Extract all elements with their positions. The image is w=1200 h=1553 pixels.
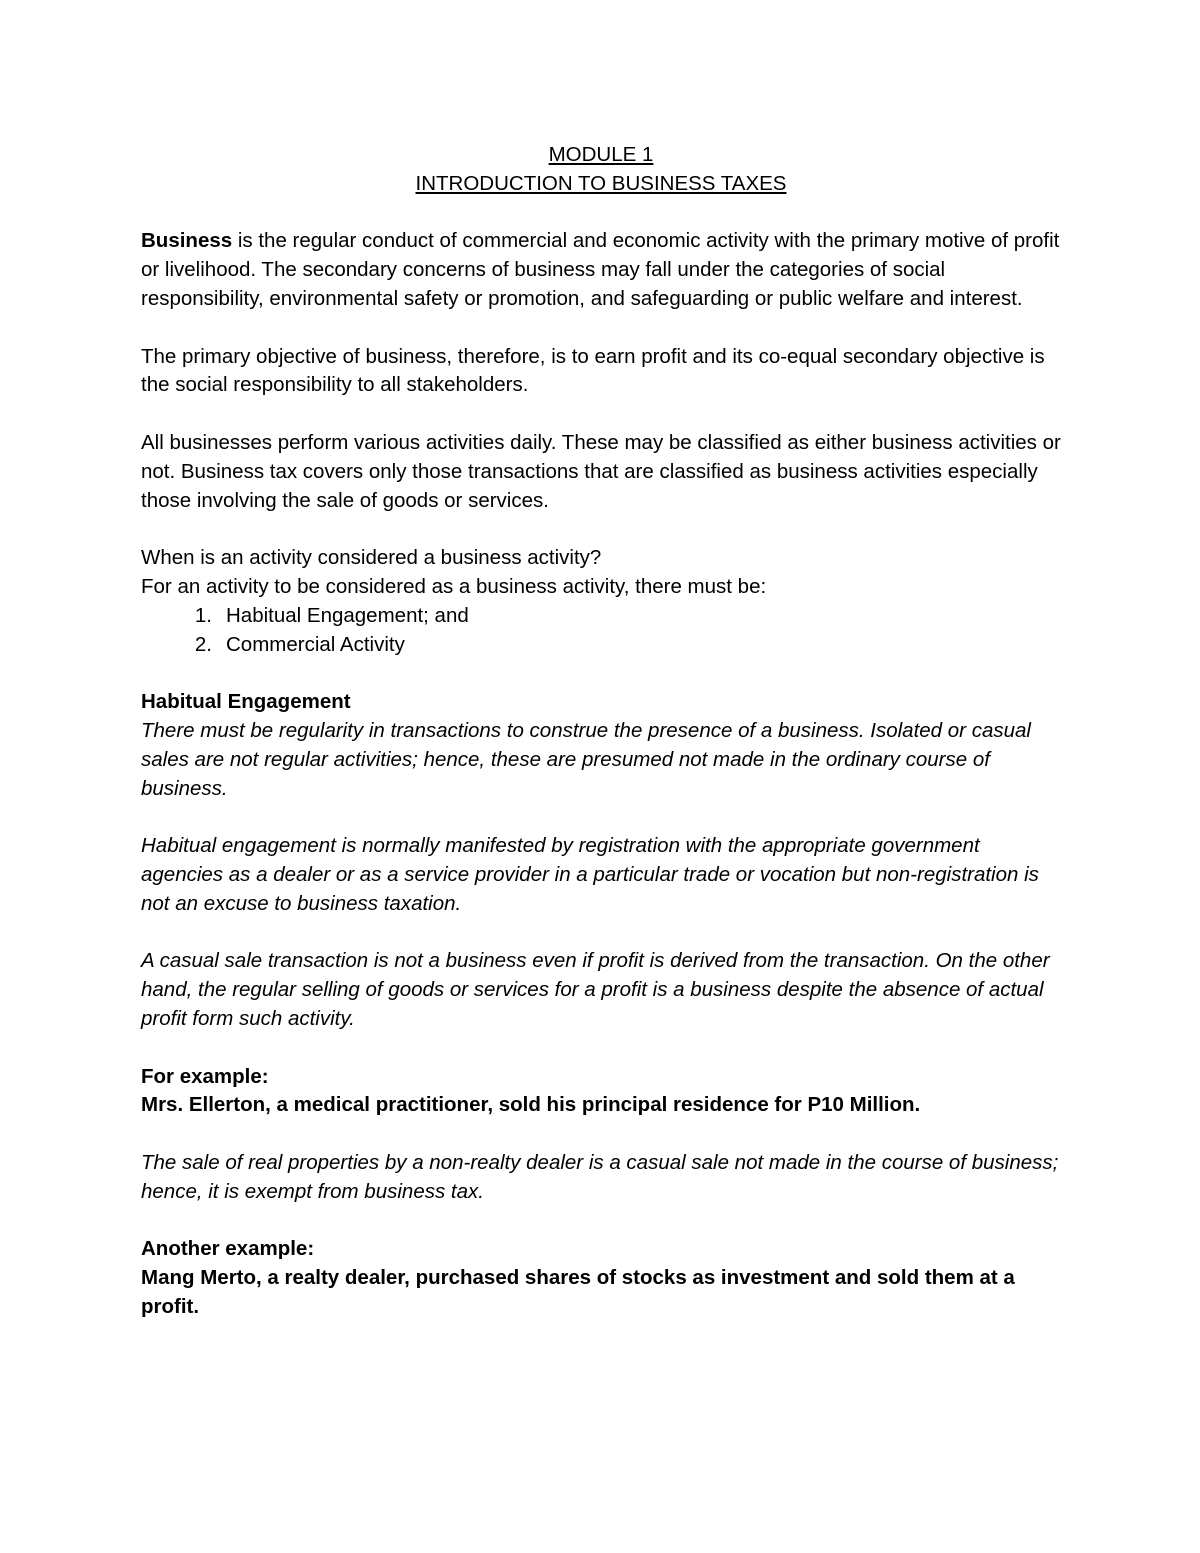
activities-paragraph: All businesses perform various activities daily. These may be classified as either business activities or not. Business tax covers only those transactions that are classified as business activities especially those involving the sale of goods or services.: [141, 430, 1061, 512]
list-item: [141, 631, 1061, 660]
example2-label: Another example:: [141, 1237, 315, 1261]
habitual-paragraph: A casual sale transaction is not a business even if profit is derived from the transaction. On the other hand, the regular selling of goods or services for a profit is a business despite the absence of actual profit form such activity.: [141, 949, 1050, 1030]
list-item-number: 1.: [194, 603, 212, 627]
criteria-question: When is an activity considered a business activity?: [141, 546, 602, 570]
criteria-lead: For an activity to be considered as a business activity, there must be:: [141, 574, 767, 598]
example1-text: Mrs. Ellerton, a medical practitioner, sold his principal residence for P10 Million.: [141, 1093, 921, 1117]
objective-paragraph: The primary objective of business, therefore, is to earn profit and its co-equal secondary objective is the social responsibility to all stakeholders.: [141, 344, 1045, 397]
criteria-list: [141, 602, 1061, 660]
habitual-paragraph: Habitual engagement is normally manifested by registration with the appropriate government agencies as a dealer or as a service provider in a particular trade or vocation but non-registration is not an excuse to business taxation.: [141, 834, 1039, 915]
habitual-paragraph: There must be regularity in transactions to construe the presence of a business. Isolated or casual sales are not regular activities; hence, these are presumed not made in the ordinary course of business.: [141, 718, 1031, 800]
list-item-number: 2.: [194, 632, 212, 656]
list-item-text: Habitual Engagement; and: [226, 603, 469, 627]
business-term: Business: [141, 229, 233, 253]
habitual-heading: Habitual Engagement: [141, 690, 351, 714]
list-item-text: Commercial Activity: [226, 632, 405, 656]
document-body: [141, 141, 1061, 1322]
example1-label: For example:: [141, 1064, 269, 1088]
list-item: [141, 602, 1061, 631]
business-definition-paragraph: [141, 227, 1061, 313]
module-title: INTRODUCTION TO BUSINESS TAXES: [415, 171, 787, 195]
example1-explanation: The sale of real properties by a non-realty dealer is a casual sale not made in the course of business; hence, it is exempt from business tax.: [141, 1150, 1059, 1203]
example2-text: Mang Merto, a realty dealer, purchased shares of stocks as investment and sold them at a profit.: [141, 1266, 1015, 1318]
module-number: MODULE 1: [548, 143, 654, 166]
business-definition: is the regular conduct of commercial and economic activity with the primary motive of profit or livelihood. The secondary concerns of business may fall under the categories of social responsibility, environmental safety or promotion, and safeguarding or public welfare and interest.: [141, 229, 1060, 310]
